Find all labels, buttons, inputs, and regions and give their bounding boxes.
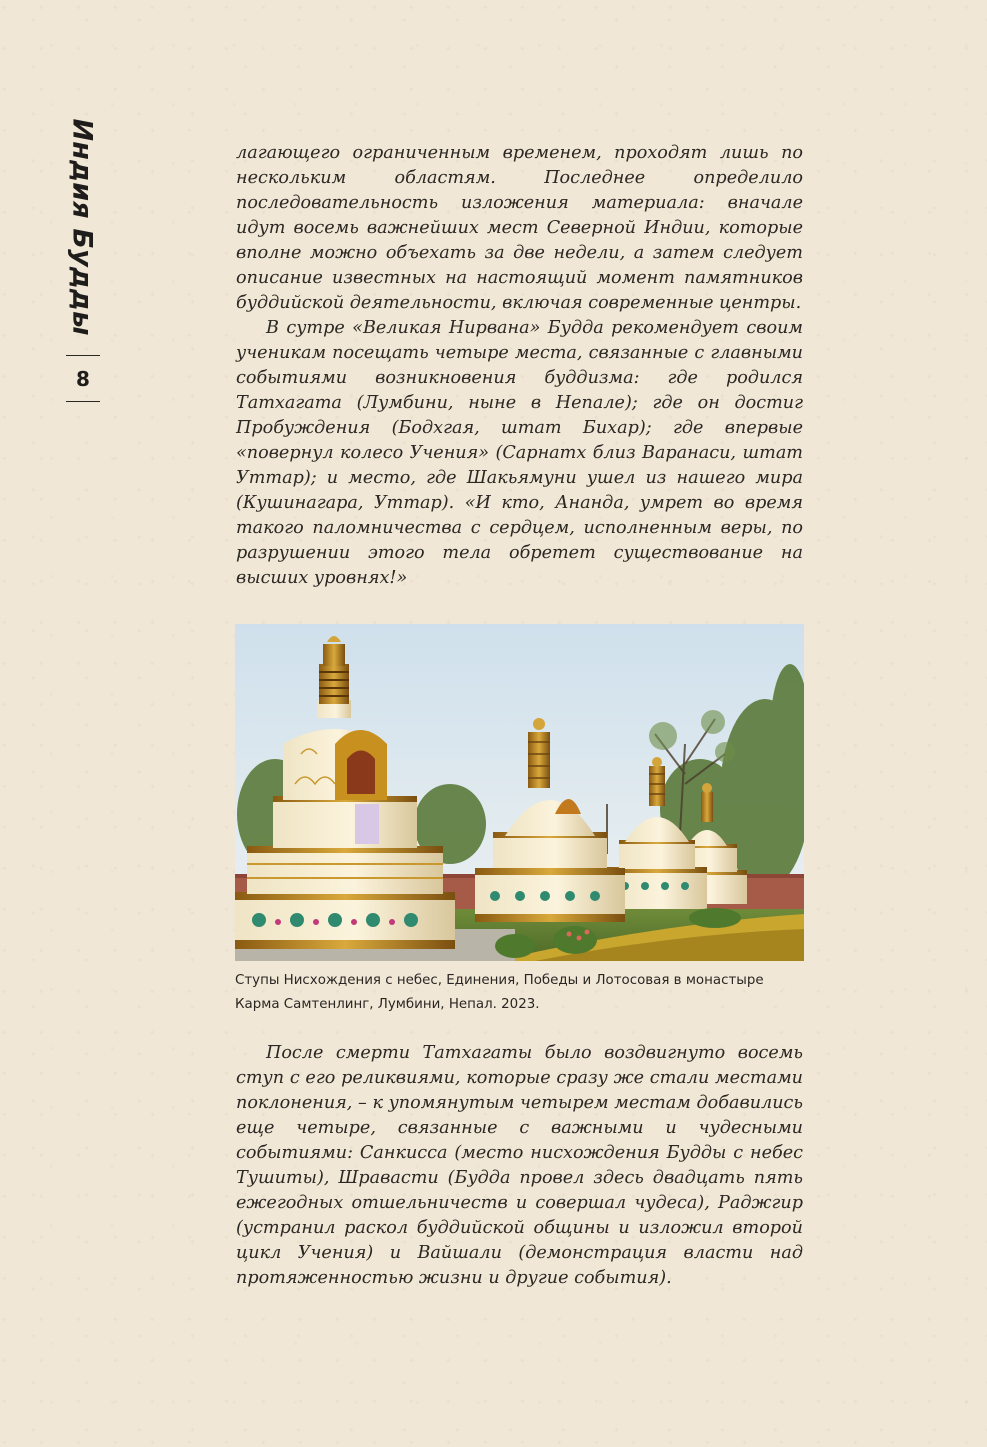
- paragraph-1: лагающего ограниченным временем, проходят лишь по нескольким областям. Последнее определило последовательность изложения материала: вначале идут восемь важнейших мест Северной Индии, которые вполне можно объехать за две недели, а затем следует описание известных на настоящий момент памятников буддийской деятельности, включая современные центры.: [236, 143, 803, 313]
- photo-caption: [235, 969, 804, 1017]
- book-title: Индия Будды: [66, 118, 98, 336]
- stupa-photo: [235, 624, 804, 961]
- caption-line-2: Карма Самтенлинг, Лумбини, Непал. 2023.: [235, 997, 540, 1012]
- top-text-block: [236, 141, 803, 591]
- paragraph-2: В сутре «Великая Нирвана» Будда рекомендует своим ученикам посещать четыре места, связанные с главными событиями возникновения буддизма: где родился Татхагата (Лумбини, ныне в Непале); где он достиг Пробуждения (Бодхгая, штат Бихар); где впервые «повернул колесо Учения» (Сарнатх близ Варанаси, штат Уттар); и место, где Шакьямуни ушел из нашего мира (Кушинагара, Уттар). «И кто, Ананда, умрет во время такого паломничества с сердцем, исполненным веры, по разрушении этого тела обретет существование на высших уровнях!»: [236, 318, 803, 588]
- running-head: [56, 118, 108, 336]
- caption-line-1: Ступы Нисхождения с небес, Единения, Победы и Лотосовая в монастыре: [235, 973, 764, 988]
- stupa-illustration: [235, 624, 804, 961]
- page-number: 8: [66, 355, 100, 402]
- paragraph-3: После смерти Татхагаты было воздвигнуто восемь ступ с его реликвиями, которые сразу же стали местами поклонения, – к упомянутым четырем местам добавились еще четыре, связанные с важными и чудесными событиями: Санкисса (место нисхождения Будды с небес Тушиты), Шравасти (Будда провел здесь двадцать пять ежегодных отшельничеств и совершал чудеса), Раджгир (устранил раскол буддийской общины и изложил второй цикл Учения) и Вайшали (демонстрация власти над протяженностью жизни и другие события).: [236, 1043, 803, 1288]
- bottom-text-block: [236, 1041, 803, 1291]
